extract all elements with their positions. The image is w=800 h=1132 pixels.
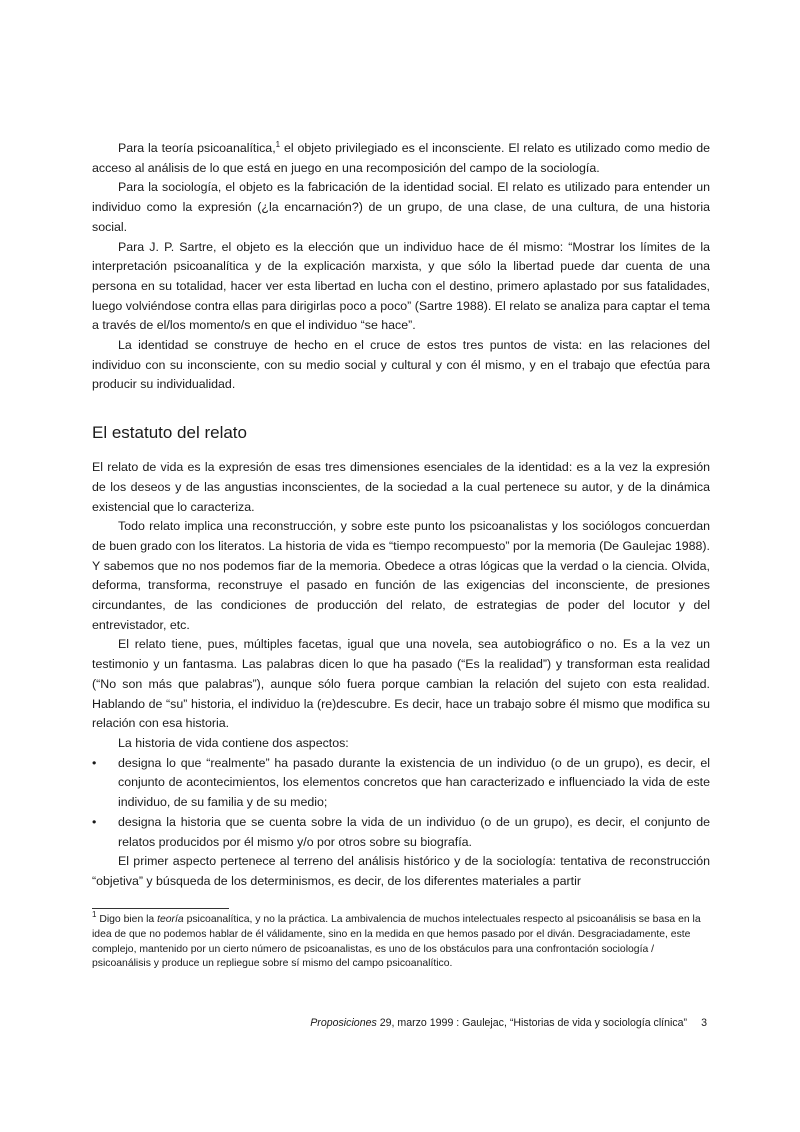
footer-citation: 29, marzo 1999 : Gaulejac, “Historias de vida y sociología clínica” — [376, 1017, 688, 1029]
paragraph: La identidad se construye de hecho en el cruce de estos tres puntos de vista: en las relaciones del individuo con su inconsciente, con su medio social y cultural y con él mismo, y en el trabajo que efectúa para producir su individualidad. — [92, 338, 710, 392]
paragraph: La historia de vida contiene dos aspectos: — [118, 735, 349, 750]
page-body — [92, 139, 710, 892]
bullet-icon: • — [92, 814, 97, 829]
page-number: 3 — [701, 1017, 707, 1029]
paragraph: Todo relato implica una reconstrucción, y sobre este punto los psicoanalistas y los sociólogos concuerdan de buen grado con los literatos. La historia de vida es “tiempo recompuesto” por la memoria (De Gaulejac 1988). Y sabemos que no nos podemos fiar de la memoria. Obedece a otras lógicas que la verdad o la ciencia. Olvida, deforma, transforma, reconstruye el pasado en función de las exigencias del inconsciente, de presiones circundantes, de las condiciones de producción del relato, de estrategias de poder del locutor y del entrevistador, etc. — [92, 519, 710, 632]
footnote-divider — [92, 908, 229, 909]
page-footer — [310, 1017, 707, 1029]
paragraph: El relato tiene, pues, múltiples facetas, igual que una novela, sea autobiográfico o no. Es a la vez un testimonio y un fantasma. Las palabras dicen lo que ha pasado (“Es la realidad”) y transforman esta realidad (“No son más que palabras”), aunque sólo fuera porque cambian la relación del sujeto con esta realidad. Hablando de “su” historia, el individuo la (re)descubre. Es decir, hace un trabajo sobre él mismo que modifica su relación con esa historia. — [92, 637, 710, 731]
paragraph-text: Para la teoría psicoanalítica, — [118, 141, 276, 155]
list-item — [92, 754, 710, 813]
paragraph: Para la sociología, el objeto es la fabricación de la identidad social. El relato es utilizado para entender un individuo como la expresión (¿la encarnación?) de un grupo, de una clase, de una cultura, de una historia social. — [92, 180, 710, 234]
bullet-list — [92, 754, 710, 853]
journal-title: Proposiciones — [310, 1017, 377, 1029]
section-heading: El estatuto del relato — [92, 423, 247, 443]
footnote — [92, 910, 704, 972]
footnote-text: $^1$ Digo bien la teoría psicoanalítica, y no la práctica. La ambivalencia de muchos intelectuales respecto al psicoanálisis se basa en la idea de que no podemos hablar de él válidamente, sino en la medida en que hemos pasado por el diván. Desgraciadamente, este complejo, mantenido por un cierto número de psicoanalistas, es uno de los obstáculos para una confrontación sociología / psicoanálisis y produce un repliegue sobre sí mismo del campo psicoanalítico. — [92, 910, 701, 970]
paragraph: Para J. P. Sartre, el objeto es la elección que un individuo hace de él mismo: “Mostrar los límites de la interpretación psicoanalítica y de la explicación marxista, y que sólo la libertad puede dar cuenta de una persona en su totalidad, hacer ver esta libertad en lucha con el destino, primero aplastado por sus fatalidades, luego volviéndose contra ellas para dirigirlas poco a poco” (Sartre 1988). El relato se analiza para captar el tema a través de el/los momento/s en que el individuo “se hace”. — [92, 239, 710, 333]
paragraph — [92, 139, 710, 178]
list-item-text: designa lo que “realmente” ha pasado durante la existencia de un individuo (o de un grupo), es decir, el conjunto de acontecimientos, los elementos concretos que han caracterizado e influenciado la vida de este individuo, de su familia y de su medio; — [118, 755, 710, 810]
emphasis: teoría — [157, 914, 184, 925]
footnote-marker[interactable]: 1 — [275, 140, 281, 149]
bullet-icon: • — [92, 755, 97, 770]
paragraph-text: el objeto privilegiado es el inconsciente. El relato es utilizado como medio de acceso al análisis de lo que está en juego en una recomposición del campo de la sociología. — [92, 141, 710, 175]
paragraph: El primer aspecto pertenece al terreno del análisis histórico y de la sociología: tentativa de reconstrucción “objetiva” y búsqueda de los determinismos, es decir, de los diferentes materiales a partir — [92, 854, 710, 888]
list-item-text: designa la historia que se cuenta sobre la vida de un individuo (o de un grupo), es decir, el conjunto de relatos producidos por él mismo y/o por otros sobre su biografía. — [118, 814, 710, 849]
footnote-number: 1 — [92, 910, 97, 919]
list-item — [92, 813, 710, 852]
paragraph: El relato de vida es la expresión de esas tres dimensiones esenciales de la identidad: es a la vez la expresión de los deseos y de las angustias inconscientes, de la sociedad a la cual pertenece su autor, y de la dinámica existencial que lo caracteriza. — [92, 460, 710, 514]
